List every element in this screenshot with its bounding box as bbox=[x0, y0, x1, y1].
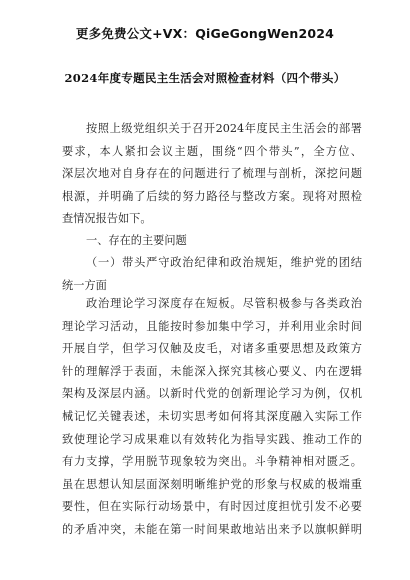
paragraph-line: 致使理论学习成果难以有效转化为指导实践、推动工作的 bbox=[62, 432, 362, 446]
intro-line: 查情况报告如下。 bbox=[62, 212, 152, 226]
problem-paragraph bbox=[62, 293, 362, 542]
paragraph-line: 针的理解浮于表面，未能深入探究其核心要义、内在逻辑 bbox=[62, 364, 362, 378]
subsection-line: 统一方面 bbox=[62, 278, 107, 292]
paragraph-line: 要性，但在实际行动场景中，有时因过度担忧引发不必要 bbox=[62, 500, 362, 514]
promo-banner: 更多免费公文+VX：QiGeGongWen2024 bbox=[75, 26, 335, 41]
section-heading: 一、存在的主要问题 bbox=[86, 234, 187, 247]
document-title: 2024年度专题民主生活会对照检查材料（四个带头） bbox=[64, 71, 346, 85]
paragraph-line: 理论学习活动，且能按时参加集中学习，并利用业余时间 bbox=[62, 319, 362, 333]
subsection-line: （一）带头严守政治纪律和政治规矩，维护党的团结 bbox=[86, 256, 362, 269]
intro-line: 根源，并明确了后续的努力路径与整改方案。现将对照检 bbox=[62, 189, 362, 203]
paragraph-line: 有力支撑，学用脱节现象较为突出。斗争精神相对匮乏。 bbox=[62, 455, 362, 469]
intro-paragraph bbox=[62, 118, 362, 231]
subsection-heading bbox=[62, 252, 362, 297]
paragraph-line: 政治理论学习深度存在短板。尽管积极参与各类政治 bbox=[86, 297, 362, 310]
paragraph-line: 虽在思想认知层面深刻明晰维护党的形象与权威的极端重 bbox=[62, 477, 362, 491]
paragraph-line: 的矛盾冲突，未能在第一时间果敢地站出来予以旗帜鲜明 bbox=[62, 522, 362, 536]
paragraph-line: 架构及深层内涵。以新时代党的创新理论学习为例，仅机 bbox=[62, 387, 362, 401]
intro-line: 按照上级党组织关于召开2024年度民主生活会的部署 bbox=[86, 122, 362, 135]
intro-line: 要求，本人紧扣会议主题，围绕“四个带头”，全方位、 bbox=[62, 144, 362, 158]
paragraph-line: 开展自学，但学习仅触及皮毛，对诸多重要思想及政策方 bbox=[62, 342, 362, 356]
intro-line: 深层次地对自身存在的问题进行了梳理与剖析，深挖问题 bbox=[62, 167, 362, 181]
paragraph-line: 械记忆关键表述，未切实思考如何将其深度融入实际工作 bbox=[62, 409, 362, 423]
